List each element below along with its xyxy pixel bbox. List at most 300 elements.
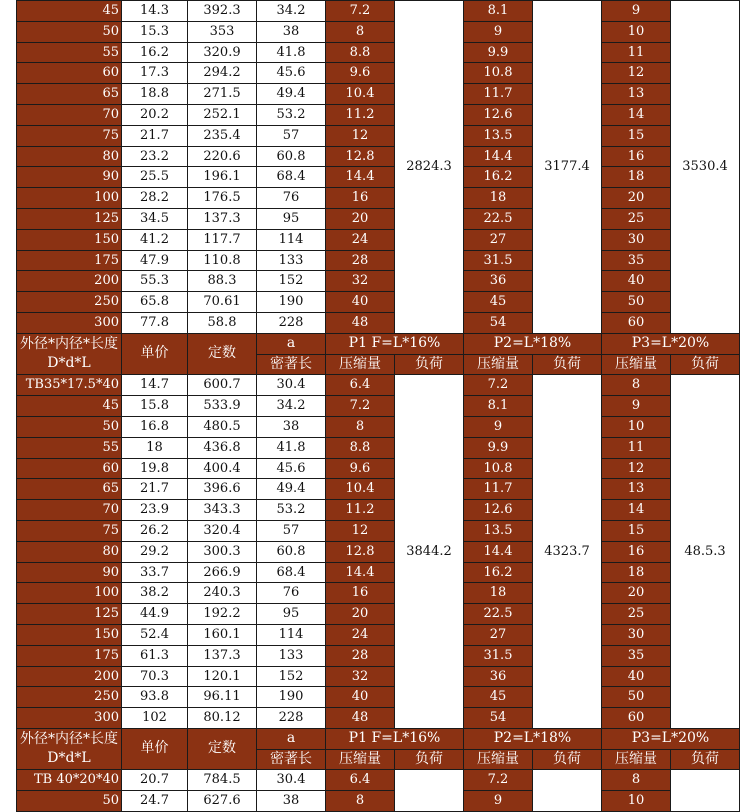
- p1-compression-cell: 8: [326, 791, 395, 812]
- spec-cell: 50: [17, 791, 122, 812]
- seal-length-cell: 45.6: [257, 458, 326, 479]
- p1-compression-cell: 12.8: [326, 541, 395, 562]
- p1-compression-cell: 48: [326, 312, 395, 333]
- seal-length-cell: 34.2: [257, 1, 326, 22]
- p2-compression-cell: 9.9: [464, 42, 533, 63]
- p2-compression-cell: 8.1: [464, 1, 533, 22]
- spec-cell: 100: [17, 583, 122, 604]
- constant-cell: 96.11: [188, 687, 257, 708]
- constant-cell: 240.3: [188, 583, 257, 604]
- p3-load-cell: 48.5.3: [671, 375, 740, 729]
- p1-compression-cell: 8.8: [326, 42, 395, 63]
- table-row: [17, 666, 740, 687]
- table-row: [17, 562, 740, 583]
- seal-length-cell: 49.4: [257, 479, 326, 500]
- p1-compression-cell: 28: [326, 250, 395, 271]
- price-cell: 21.7: [122, 125, 188, 146]
- seal-length-cell: 152: [257, 666, 326, 687]
- seal-length-cell: 38: [257, 21, 326, 42]
- p3-compression-cell: 16: [602, 146, 671, 167]
- p1-compression-cell: 11.2: [326, 104, 395, 125]
- spec-cell: 65: [17, 479, 122, 500]
- table-row: [17, 21, 740, 42]
- seal-length-cell: 38: [257, 791, 326, 812]
- p2-compression-cell: 8.1: [464, 396, 533, 417]
- seal-length-cell: 45.6: [257, 63, 326, 84]
- spec-cell: 45: [17, 396, 122, 417]
- p1-compression-cell: 32: [326, 271, 395, 292]
- p3-compression-cell: 18: [602, 167, 671, 188]
- p1-compression-cell: 12.8: [326, 146, 395, 167]
- header-compression: 压缩量: [602, 354, 671, 375]
- header-p1: P1 F=L*16%: [326, 333, 464, 354]
- p1-compression-cell: 8: [326, 416, 395, 437]
- price-cell: 70.3: [122, 666, 188, 687]
- p2-compression-cell: 10.8: [464, 458, 533, 479]
- header-row-top: [17, 333, 740, 354]
- constant-cell: 353: [188, 21, 257, 42]
- header-a: a: [257, 333, 326, 354]
- p3-compression-cell: 14: [602, 104, 671, 125]
- seal-length-cell: 60.8: [257, 146, 326, 167]
- header-load: 负荷: [533, 749, 602, 770]
- header-spec: 外径*内径*长度D*d*L: [17, 333, 122, 375]
- constant-cell: 137.3: [188, 645, 257, 666]
- price-cell: 23.9: [122, 500, 188, 521]
- p2-compression-cell: 9: [464, 791, 533, 812]
- spec-cell: 200: [17, 271, 122, 292]
- seal-length-cell: 76: [257, 583, 326, 604]
- p3-compression-cell: 11: [602, 42, 671, 63]
- p1-load-cell: 3844.2: [395, 375, 464, 729]
- constant-cell: 88.3: [188, 271, 257, 292]
- p1-load-cell: [395, 770, 464, 812]
- price-cell: 65.8: [122, 292, 188, 313]
- seal-length-cell: 53.2: [257, 104, 326, 125]
- p1-compression-cell: 11.2: [326, 500, 395, 521]
- price-cell: 16.8: [122, 416, 188, 437]
- constant-cell: 160.1: [188, 624, 257, 645]
- table-row: [17, 396, 740, 417]
- p2-compression-cell: 27: [464, 624, 533, 645]
- spec-cell: 200: [17, 666, 122, 687]
- p3-compression-cell: 20: [602, 583, 671, 604]
- header-compression: 压缩量: [326, 354, 395, 375]
- header-compression: 压缩量: [464, 354, 533, 375]
- seal-length-cell: 190: [257, 292, 326, 313]
- price-cell: 21.7: [122, 479, 188, 500]
- header-p2: P2=L*18%: [464, 333, 602, 354]
- p1-compression-cell: 8.8: [326, 437, 395, 458]
- header-seal-length: 密著长: [257, 749, 326, 770]
- p1-compression-cell: 24: [326, 624, 395, 645]
- constant-cell: 784.5: [188, 770, 257, 791]
- constant-cell: 176.5: [188, 188, 257, 209]
- table-row: [17, 583, 740, 604]
- constant-cell: 400.4: [188, 458, 257, 479]
- table-row: [17, 188, 740, 209]
- p2-compression-cell: 45: [464, 687, 533, 708]
- constant-cell: 320.9: [188, 42, 257, 63]
- header-p3: P3=L*20%: [602, 728, 740, 749]
- spec-cell: 50: [17, 21, 122, 42]
- table-row: [17, 271, 740, 292]
- p1-compression-cell: 8: [326, 21, 395, 42]
- p1-compression-cell: 16: [326, 188, 395, 209]
- p1-compression-cell: 7.2: [326, 396, 395, 417]
- p1-compression-cell: 14.4: [326, 167, 395, 188]
- seal-length-cell: 53.2: [257, 500, 326, 521]
- table-row: [17, 687, 740, 708]
- constant-cell: 58.8: [188, 312, 257, 333]
- seal-length-cell: 114: [257, 229, 326, 250]
- price-cell: 77.8: [122, 312, 188, 333]
- price-cell: 15.3: [122, 21, 188, 42]
- table-row: [17, 770, 740, 791]
- price-cell: 29.2: [122, 541, 188, 562]
- spec-cell: 55: [17, 437, 122, 458]
- p1-compression-cell: 6.4: [326, 770, 395, 791]
- spec-cell: 250: [17, 292, 122, 313]
- table-row: [17, 541, 740, 562]
- table-row: [17, 604, 740, 625]
- seal-length-cell: 38: [257, 416, 326, 437]
- header-row-top: [17, 728, 740, 749]
- spec-cell: 75: [17, 125, 122, 146]
- p3-compression-cell: 30: [602, 624, 671, 645]
- table-row: [17, 375, 740, 396]
- table-row: [17, 208, 740, 229]
- p3-compression-cell: 35: [602, 250, 671, 271]
- constant-cell: 70.61: [188, 292, 257, 313]
- p3-compression-cell: 60: [602, 312, 671, 333]
- p2-compression-cell: 27: [464, 229, 533, 250]
- p3-compression-cell: 13: [602, 479, 671, 500]
- p1-compression-cell: 32: [326, 666, 395, 687]
- p1-compression-cell: 40: [326, 687, 395, 708]
- table-row: [17, 479, 740, 500]
- header-price: 单价: [122, 333, 188, 375]
- constant-cell: 343.3: [188, 500, 257, 521]
- p3-compression-cell: 13: [602, 84, 671, 105]
- price-cell: 102: [122, 708, 188, 729]
- seal-length-cell: 34.2: [257, 396, 326, 417]
- p1-compression-cell: 12: [326, 520, 395, 541]
- p2-compression-cell: 18: [464, 583, 533, 604]
- price-cell: 41.2: [122, 229, 188, 250]
- p2-compression-cell: 16.2: [464, 562, 533, 583]
- seal-length-cell: 76: [257, 188, 326, 209]
- p2-compression-cell: 12.6: [464, 500, 533, 521]
- p3-compression-cell: 30: [602, 229, 671, 250]
- table-row: [17, 437, 740, 458]
- p2-compression-cell: 11.7: [464, 84, 533, 105]
- seal-length-cell: 133: [257, 250, 326, 271]
- spec-cell: 80: [17, 541, 122, 562]
- p1-compression-cell: 24: [326, 229, 395, 250]
- p3-compression-cell: 20: [602, 188, 671, 209]
- p2-compression-cell: 14.4: [464, 146, 533, 167]
- price-cell: 18.8: [122, 84, 188, 105]
- table-row: [17, 84, 740, 105]
- p3-compression-cell: 15: [602, 125, 671, 146]
- p3-compression-cell: 15: [602, 520, 671, 541]
- spec-cell: 250: [17, 687, 122, 708]
- constant-cell: 110.8: [188, 250, 257, 271]
- seal-length-cell: 228: [257, 708, 326, 729]
- p2-compression-cell: 36: [464, 271, 533, 292]
- constant-cell: 392.3: [188, 1, 257, 22]
- price-cell: 23.2: [122, 146, 188, 167]
- p1-compression-cell: 48: [326, 708, 395, 729]
- spec-cell: TB35*17.5*40: [17, 375, 122, 396]
- p3-compression-cell: 25: [602, 208, 671, 229]
- header-compression: 压缩量: [464, 749, 533, 770]
- table-row: [17, 312, 740, 333]
- header-load: 负荷: [533, 354, 602, 375]
- price-cell: 15.8: [122, 396, 188, 417]
- p1-compression-cell: 14.4: [326, 562, 395, 583]
- p3-compression-cell: 11: [602, 437, 671, 458]
- p1-compression-cell: 40: [326, 292, 395, 313]
- price-cell: 16.2: [122, 42, 188, 63]
- p3-compression-cell: 35: [602, 645, 671, 666]
- p3-compression-cell: 8: [602, 375, 671, 396]
- p3-compression-cell: 8: [602, 770, 671, 791]
- table-row: [17, 624, 740, 645]
- p2-compression-cell: 9.9: [464, 437, 533, 458]
- price-cell: 19.8: [122, 458, 188, 479]
- seal-length-cell: 190: [257, 687, 326, 708]
- constant-cell: 120.1: [188, 666, 257, 687]
- seal-length-cell: 41.8: [257, 437, 326, 458]
- header-load: 负荷: [671, 749, 740, 770]
- seal-length-cell: 30.4: [257, 770, 326, 791]
- price-cell: 52.4: [122, 624, 188, 645]
- constant-cell: 436.8: [188, 437, 257, 458]
- spring-spec-table: [16, 0, 740, 812]
- p3-compression-cell: 10: [602, 416, 671, 437]
- p2-load-cell: [533, 770, 602, 812]
- p3-compression-cell: 14: [602, 500, 671, 521]
- table-row: [17, 645, 740, 666]
- seal-length-cell: 49.4: [257, 84, 326, 105]
- constant-cell: 235.4: [188, 125, 257, 146]
- p2-compression-cell: 14.4: [464, 541, 533, 562]
- header-load: 负荷: [671, 354, 740, 375]
- spec-cell: 65: [17, 84, 122, 105]
- p3-compression-cell: 25: [602, 604, 671, 625]
- table-row: [17, 458, 740, 479]
- p3-compression-cell: 12: [602, 458, 671, 479]
- p3-compression-cell: 50: [602, 687, 671, 708]
- table-row: [17, 229, 740, 250]
- p2-compression-cell: 11.7: [464, 479, 533, 500]
- spec-cell: 175: [17, 250, 122, 271]
- constant-cell: 627.6: [188, 791, 257, 812]
- p1-compression-cell: 10.4: [326, 479, 395, 500]
- p3-compression-cell: 40: [602, 666, 671, 687]
- table-row: [17, 500, 740, 521]
- spec-cell: 150: [17, 229, 122, 250]
- seal-length-cell: 30.4: [257, 375, 326, 396]
- p3-load-cell: 3530.4: [671, 1, 740, 334]
- table-row: [17, 42, 740, 63]
- p2-compression-cell: 45: [464, 292, 533, 313]
- constant-cell: 220.6: [188, 146, 257, 167]
- seal-length-cell: 60.8: [257, 541, 326, 562]
- spec-cell: 60: [17, 63, 122, 84]
- header-constant: 定数: [188, 728, 257, 770]
- spec-cell: 175: [17, 645, 122, 666]
- header-load: 负荷: [395, 749, 464, 770]
- spec-cell: 300: [17, 312, 122, 333]
- price-cell: 44.9: [122, 604, 188, 625]
- p2-compression-cell: 13.5: [464, 520, 533, 541]
- p1-compression-cell: 12: [326, 125, 395, 146]
- spec-cell: 90: [17, 562, 122, 583]
- header-compression: 压缩量: [326, 749, 395, 770]
- price-cell: 20.2: [122, 104, 188, 125]
- price-cell: 93.8: [122, 687, 188, 708]
- constant-cell: 300.3: [188, 541, 257, 562]
- spec-cell: 75: [17, 520, 122, 541]
- price-cell: 14.3: [122, 1, 188, 22]
- p3-compression-cell: 9: [602, 396, 671, 417]
- spec-cell: 100: [17, 188, 122, 209]
- table-row: [17, 250, 740, 271]
- spec-cell: 60: [17, 458, 122, 479]
- table-row: [17, 1, 740, 22]
- constant-cell: 396.6: [188, 479, 257, 500]
- price-cell: 28.2: [122, 188, 188, 209]
- p3-compression-cell: 16: [602, 541, 671, 562]
- price-cell: 18: [122, 437, 188, 458]
- constant-cell: 80.12: [188, 708, 257, 729]
- table-row: [17, 125, 740, 146]
- table-row: [17, 63, 740, 84]
- p2-compression-cell: 22.5: [464, 604, 533, 625]
- p2-compression-cell: 10.8: [464, 63, 533, 84]
- seal-length-cell: 114: [257, 624, 326, 645]
- table-row: [17, 146, 740, 167]
- price-cell: 17.3: [122, 63, 188, 84]
- p3-compression-cell: 12: [602, 63, 671, 84]
- header-price: 单价: [122, 728, 188, 770]
- p3-compression-cell: 50: [602, 292, 671, 313]
- p2-compression-cell: 7.2: [464, 770, 533, 791]
- table-row: [17, 104, 740, 125]
- seal-length-cell: 133: [257, 645, 326, 666]
- constant-cell: 480.5: [188, 416, 257, 437]
- spec-cell: 70: [17, 104, 122, 125]
- table-row: [17, 520, 740, 541]
- spec-cell: 55: [17, 42, 122, 63]
- constant-cell: 271.5: [188, 84, 257, 105]
- p2-compression-cell: 7.2: [464, 375, 533, 396]
- header-spec: 外径*内径*长度D*d*L: [17, 728, 122, 770]
- p2-compression-cell: 22.5: [464, 208, 533, 229]
- seal-length-cell: 228: [257, 312, 326, 333]
- p3-compression-cell: 9: [602, 1, 671, 22]
- p2-compression-cell: 9: [464, 21, 533, 42]
- constant-cell: 196.1: [188, 167, 257, 188]
- p1-compression-cell: 9.6: [326, 458, 395, 479]
- table-row: [17, 708, 740, 729]
- constant-cell: 294.2: [188, 63, 257, 84]
- seal-length-cell: 68.4: [257, 167, 326, 188]
- spec-cell: 45: [17, 1, 122, 22]
- p1-compression-cell: 6.4: [326, 375, 395, 396]
- price-cell: 47.9: [122, 250, 188, 271]
- constant-cell: 320.4: [188, 520, 257, 541]
- spec-cell: 50: [17, 416, 122, 437]
- price-cell: 34.5: [122, 208, 188, 229]
- p1-compression-cell: 16: [326, 583, 395, 604]
- p1-load-cell: 2824.3: [395, 1, 464, 334]
- constant-cell: 266.9: [188, 562, 257, 583]
- header-p3: P3=L*20%: [602, 333, 740, 354]
- seal-length-cell: 57: [257, 520, 326, 541]
- header-seal-length: 密著长: [257, 354, 326, 375]
- p2-load-cell: 3177.4: [533, 1, 602, 334]
- spec-cell: 70: [17, 500, 122, 521]
- spec-cell: 125: [17, 604, 122, 625]
- price-cell: 55.3: [122, 271, 188, 292]
- table-row: [17, 791, 740, 812]
- p3-compression-cell: 10: [602, 791, 671, 812]
- table-row: [17, 416, 740, 437]
- p2-compression-cell: 18: [464, 188, 533, 209]
- seal-length-cell: 41.8: [257, 42, 326, 63]
- seal-length-cell: 152: [257, 271, 326, 292]
- p1-compression-cell: 10.4: [326, 84, 395, 105]
- spec-cell: TB 40*20*40: [17, 770, 122, 791]
- spec-cell: 80: [17, 146, 122, 167]
- p2-compression-cell: 31.5: [464, 250, 533, 271]
- spec-cell: 90: [17, 167, 122, 188]
- p3-load-cell: [671, 770, 740, 812]
- price-cell: 38.2: [122, 583, 188, 604]
- seal-length-cell: 68.4: [257, 562, 326, 583]
- p3-compression-cell: 60: [602, 708, 671, 729]
- p1-compression-cell: 20: [326, 208, 395, 229]
- spec-cell: 300: [17, 708, 122, 729]
- constant-cell: 533.9: [188, 396, 257, 417]
- header-a: a: [257, 728, 326, 749]
- constant-cell: 600.7: [188, 375, 257, 396]
- p2-compression-cell: 9: [464, 416, 533, 437]
- constant-cell: 252.1: [188, 104, 257, 125]
- p1-compression-cell: 9.6: [326, 63, 395, 84]
- price-cell: 61.3: [122, 645, 188, 666]
- table-row: [17, 167, 740, 188]
- price-cell: 25.5: [122, 167, 188, 188]
- p1-compression-cell: 20: [326, 604, 395, 625]
- seal-length-cell: 95: [257, 604, 326, 625]
- p3-compression-cell: 10: [602, 21, 671, 42]
- seal-length-cell: 57: [257, 125, 326, 146]
- price-cell: 33.7: [122, 562, 188, 583]
- spec-cell: 150: [17, 624, 122, 645]
- p2-compression-cell: 13.5: [464, 125, 533, 146]
- spec-cell: 125: [17, 208, 122, 229]
- header-constant: 定数: [188, 333, 257, 375]
- header-p2: P2=L*18%: [464, 728, 602, 749]
- p3-compression-cell: 18: [602, 562, 671, 583]
- p2-compression-cell: 54: [464, 708, 533, 729]
- constant-cell: 137.3: [188, 208, 257, 229]
